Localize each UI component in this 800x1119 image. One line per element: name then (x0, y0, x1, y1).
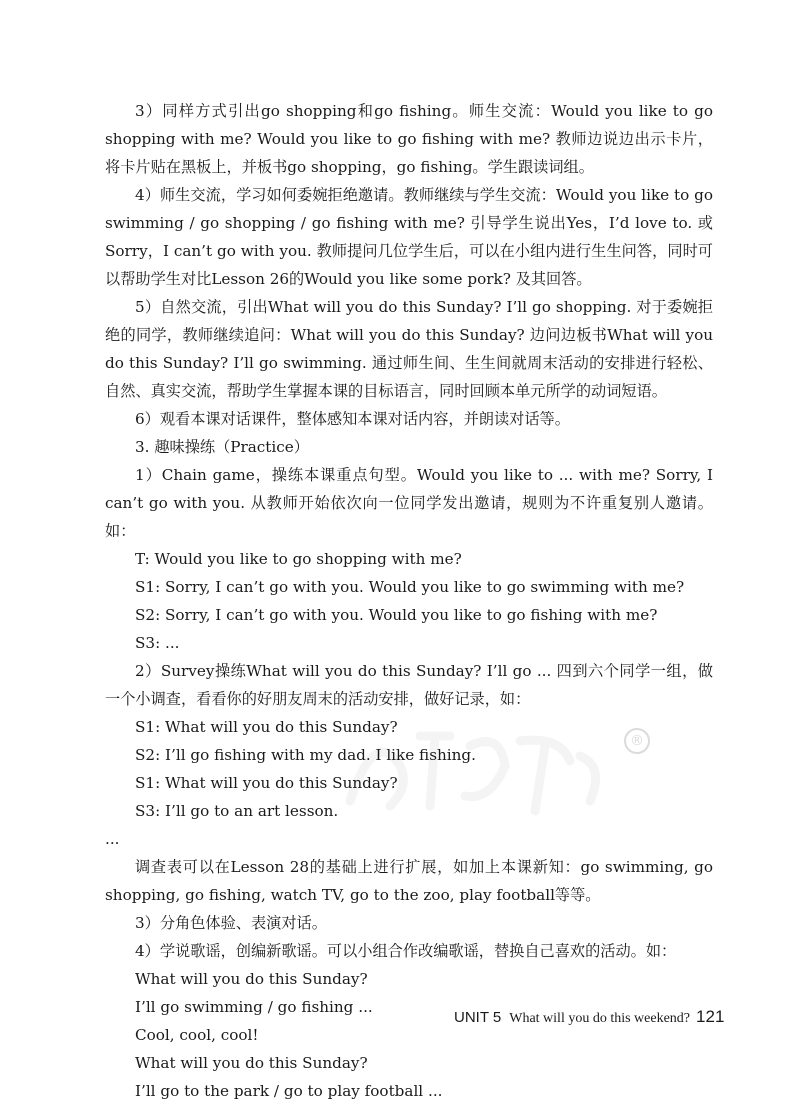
chain-game-paragraph: 1）Chain game，操练本课重点句型。Would you like to ... with me? Sorry, I can’t go with you. 从教师开始依次向一位同学发出邀请，规则为不许重复别人邀请。如： (105, 466, 713, 540)
page-body (105, 97, 713, 1105)
survey-extension-paragraph: 调查表可以在Lesson 28的基础上进行扩展，如加上本课新知：go swimming, go shopping, go fishing, watch TV, go to the zoo, play football等等。 (105, 858, 713, 904)
registered-mark: ® (624, 728, 650, 754)
dialogue-ellipsis: ... (105, 830, 120, 848)
page-number: 121 (696, 1007, 725, 1026)
footer-unit-title: What will you do this weekend? (509, 1011, 691, 1026)
footer-unit-label: UNIT 5 (454, 1009, 502, 1026)
dialogue-line: S2: I’ll go fishing with my dad. I like fishing. (135, 746, 476, 764)
chant-line: What will you do this Sunday? (135, 1054, 368, 1072)
chant-intro-paragraph: 4）学说歌谣，创编新歌谣。可以小组合作改编歌谣，替换自己喜欢的活动。如： (135, 942, 677, 960)
chant-line: I’ll go swimming / go fishing ... (135, 998, 373, 1016)
dialogue-line: S1: What will you do this Sunday? (135, 774, 398, 792)
chant-line: Cool, cool, cool! (135, 1026, 259, 1044)
step-3-paragraph: 3）同样方式引出go shopping和go fishing。师生交流：Would you like to go shopping with me? Would you like to go fishing with me? 教师边说边出示卡片，将卡片贴在黑板上，并板书go shopping，go fishing。学生跟读词组。 (105, 102, 713, 176)
step-5-paragraph: 5）自然交流，引出What will you do this Sunday? I’ll go shopping. 对于委婉拒绝的同学，教师继续追问：What will you do this Sunday? 边问边板书What will you do this Sunday? I’ll go swimming. 通过师生间、生生间就周末活动的安排进行轻松、自然、真实交流，帮助学生掌握本课的目标语言，同时回顾本单元所学的动词短语。 (105, 298, 713, 400)
dialogue-line: S1: Sorry, I can’t go with you. Would you like to go swimming with me? (135, 578, 685, 596)
chant-line: I’ll go to the park / go to play football ... (135, 1082, 443, 1100)
dialogue-line: S1: What will you do this Sunday? (135, 718, 398, 736)
step-4-paragraph: 4）师生交流，学习如何委婉拒绝邀请。教师继续与学生交流：Would you like to go swimming / go shopping / go fishing with me? 引导学生说出Yes，I’d love to. 或Sorry，I can’t go with you. 教师提问几位学生后，可以在小组内进行生生问答，同时可以帮助学生对比Lesson 26的Would you like some pork? 及其回答。 (105, 186, 713, 288)
page-footer (454, 1005, 724, 1029)
dialogue-line: S3: I’ll go to an art lesson. (135, 802, 339, 820)
survey-paragraph: 2）Survey操练What will you do this Sunday? I’ll go ... 四到六个同学一组，做一个小调查，看看你的好朋友周末的活动安排，做好记录，如： (105, 662, 713, 708)
chant-line: What will you do this Sunday? (135, 970, 368, 988)
dialogue-line: S3: ... (135, 634, 180, 652)
roleplay-paragraph: 3）分角色体验、表演对话。 (135, 914, 327, 932)
step-6-paragraph: 6）观看本课对话课件，整体感知本课对话内容，并朗读对话等。 (135, 410, 570, 428)
dialogue-line: S2: Sorry, I can’t go with you. Would you like to go fishing with me? (135, 606, 658, 624)
section-heading-practice: 3. 趣味操练（Practice） (135, 438, 309, 456)
dialogue-line: T: Would you like to go shopping with me? (135, 550, 462, 568)
